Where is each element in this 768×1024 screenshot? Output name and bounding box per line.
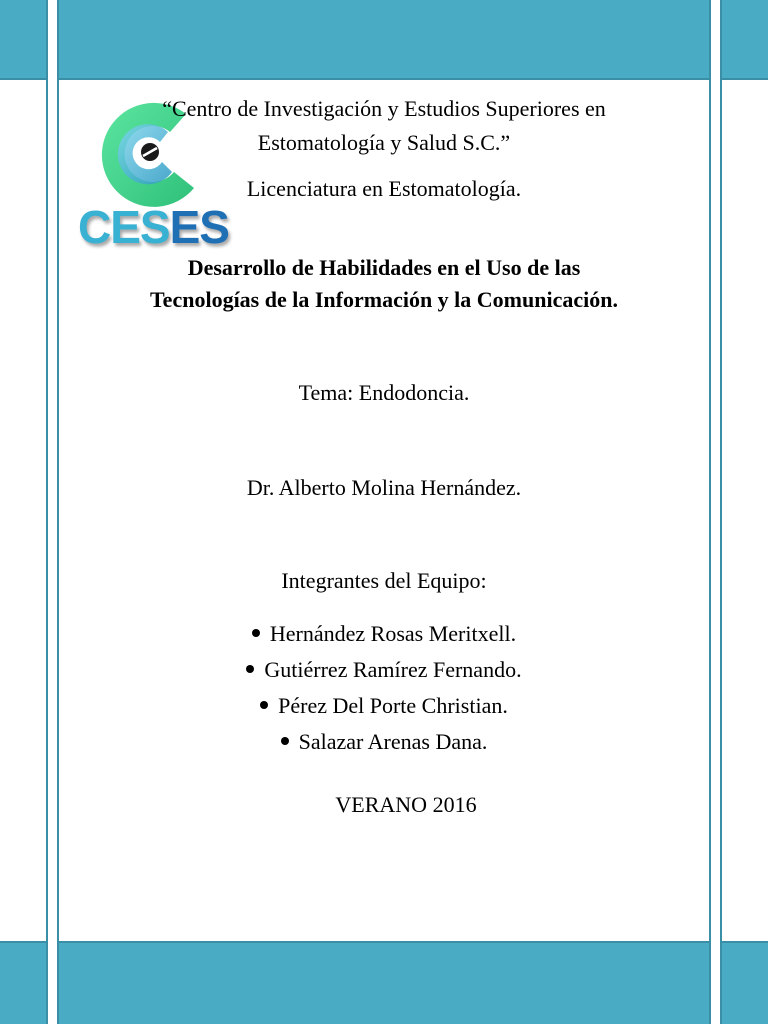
list-item: [60, 652, 708, 688]
course-title-line-1: Desarrollo de Habilidades en el Uso de las: [187, 255, 581, 280]
frame-bottom-left-band: [0, 941, 48, 1024]
frame-top-left-band: [0, 0, 48, 80]
frame-left-outer-line: [46, 80, 48, 941]
bullet-icon: [260, 701, 268, 709]
team-heading: Integrantes del Equipo:: [281, 568, 487, 593]
bullet-icon: [246, 665, 254, 673]
season-label: VERANO 2016: [335, 792, 477, 817]
member-name: Salazar Arenas Dana.: [298, 729, 488, 754]
frame-top-band: [57, 0, 711, 80]
institution-line-2: Estomatología y Salud S.C.”: [257, 130, 511, 155]
member-name: Gutiérrez Ramírez Fernando.: [264, 657, 522, 682]
list-item: [60, 724, 708, 760]
list-item: [60, 616, 708, 652]
member-name: Hernández Rosas Meritxell.: [269, 621, 517, 646]
bullet-icon: [252, 629, 260, 637]
frame-left-inner-line: [57, 80, 59, 941]
list-item: [60, 688, 708, 724]
ceses-wordmark: [78, 201, 229, 253]
bullet-icon: [281, 737, 289, 745]
course-title-line-2: Tecnologías de la Información y la Comunicación.: [150, 287, 618, 312]
frame-top-right-band: [720, 0, 768, 80]
logo-word-es: ES: [169, 201, 229, 253]
topic-line: Tema: Endodoncia.: [298, 380, 470, 405]
course-title: [60, 252, 708, 316]
member-name: Pérez Del Porte Christian.: [278, 693, 508, 718]
teacher-name: Dr. Alberto Molina Hernández.: [246, 475, 522, 500]
institution-line-1: “Centro de Investigación y Estudios Superiores en: [162, 96, 606, 121]
team-members-list: [60, 616, 708, 760]
frame-bottom-band: [57, 941, 711, 1024]
frame-bottom-right-band: [720, 941, 768, 1024]
logo-word-ces: CES: [78, 201, 170, 253]
degree-name: Licenciatura en Estomatología.: [246, 176, 522, 201]
institution-name: [60, 92, 708, 160]
